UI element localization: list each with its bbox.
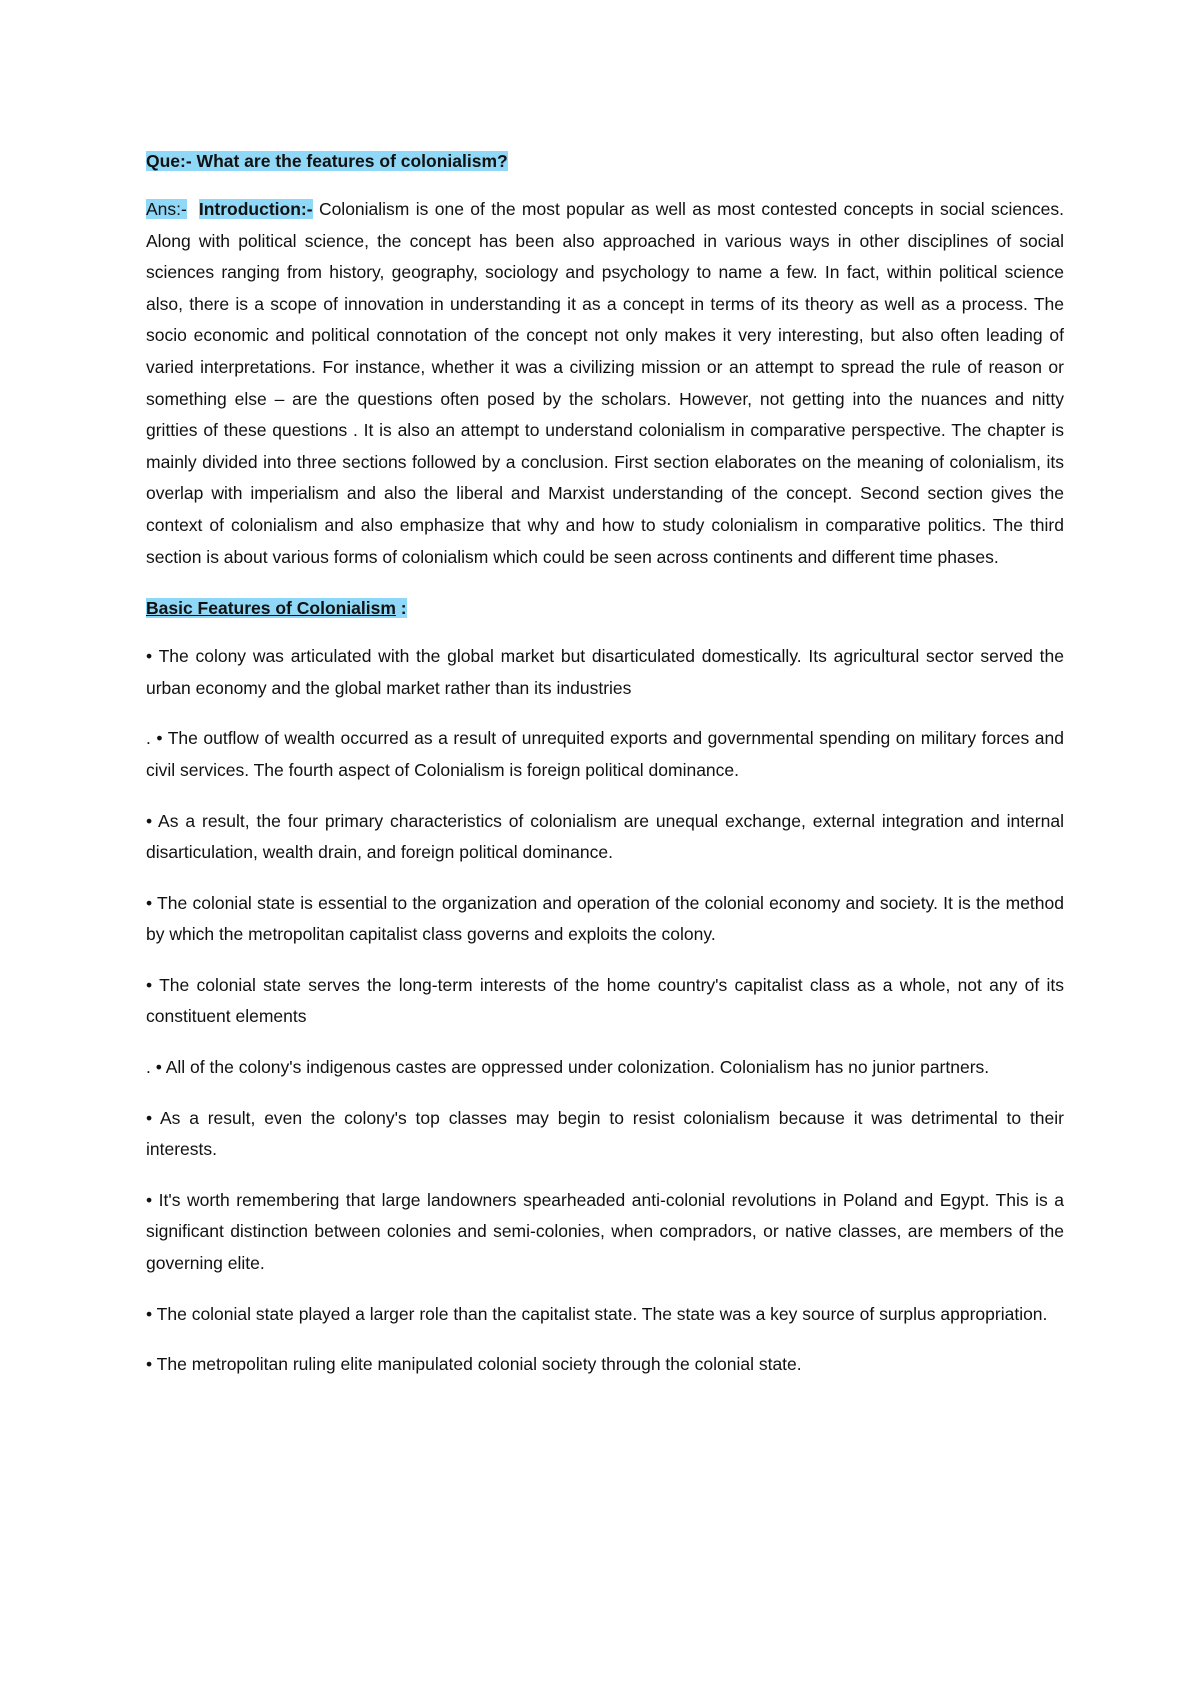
section-title: Basic Features of Colonialism: [146, 598, 396, 619]
list-item: • The colonial state serves the long-term interests of the home country's capitalist class as a whole, not any of its constituent elements: [146, 974, 1064, 1027]
section-heading: [146, 593, 1064, 623]
document-page: [146, 146, 1064, 1400]
answer-paragraph: [146, 194, 1064, 573]
list-item: • The colonial state played a larger role than the capitalist state. The state was a key source of surplus appropriation.: [146, 1303, 1048, 1324]
list-item: • The colonial state is essential to the organization and operation of the colonial economy and society. It is the method by which the metropolitan capitalist class governs and exploits the colony.: [146, 892, 1064, 945]
list-item: • The colony was articulated with the global market but disarticulated domestically. Its agricultural sector served the urban economy and the global market rather than its industries: [146, 646, 1064, 698]
list-item: . • All of the colony's indigenous castes are oppressed under colonization. Colonialism has no junior partners.: [146, 1057, 990, 1078]
list-item: • As a result, the four primary characteristics of colonialism are unequal exchange, external integration and internal disarticulation, wealth drain, and foreign political dominance.: [146, 810, 1064, 863]
answer-label: Ans:-: [146, 199, 187, 219]
answer-text: Colonialism is one of the most popular as well as most contested concepts in social sciences. Along with political science, the concept has been also approached in various ways in other disciplines of social sciences ranging from history, geography, sociology and psychology to name a few. In fact, within political science also, there is a scope of innovation in understanding it as a concept in terms of its theory as well as a process. The socio economic and political connotation of the concept not only makes it very interesting, but also often leading of varied interpretations. For instance, whether it was a civilizing mission or an attempt to spread the rule of reason or something else – are the questions often posed by the scholars. However, not getting into the nuances and nitty gritties of these questions . It is also an attempt to understand colonialism in comparative perspective. The chapter is mainly divided into three sections followed by a conclusion. First section elaborates on the meaning of colonialism, its overlap with imperialism and also the liberal and Marxist understanding of the concept. Second section gives the context of colonialism and also emphasize that why and how to study colonialism in comparative politics. The third section is about various forms of colonialism which could be seen across continents and different time phases.: [146, 199, 1064, 567]
introduction-label: Introduction:-: [198, 199, 313, 219]
list-item: • The metropolitan ruling elite manipulated colonial society through the colonial state.: [146, 1354, 802, 1375]
question-heading: [146, 146, 1064, 176]
section-suffix: :: [395, 598, 407, 619]
list-item: • As a result, even the colony's top classes may begin to resist colonialism because it was detrimental to their interests.: [146, 1107, 1064, 1160]
question-text: Que:- What are the features of colonialism?: [146, 151, 508, 171]
list-item: . • The outflow of wealth occurred as a result of unrequited exports and governmental spending on military forces and civil services. The fourth aspect of Colonialism is foreign political dominance.: [146, 728, 1064, 780]
list-item: • It's worth remembering that large landowners spearheaded anti-colonial revolutions in Poland and Egypt. This is a significant distinction between colonies and semi-colonies, when compradors, or native classes, are members of the governing elite.: [146, 1189, 1064, 1274]
